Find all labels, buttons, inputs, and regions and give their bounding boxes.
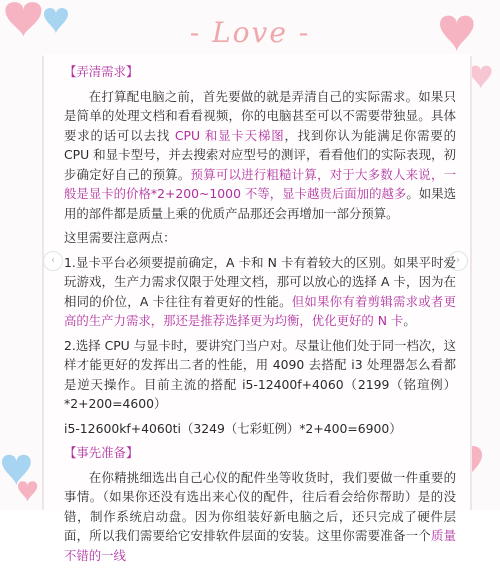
paragraph-preparation [64,468,456,566]
article-body [64,62,456,570]
text-run: 在打算配电脑之前，首先要做的就是弄清自己的实际需求。如果只是简单的处理文档和看看视频，你的电脑甚至可以不需要带独显。具体要求的话可以去找 [64,88,456,143]
section-heading-preparation: 【事先准备】 [64,445,139,460]
paragraph-point-1 [64,253,456,331]
highlight-text: 但如果你有着剪辑需求或者更高的生产力需求，那还是推荐选择更为均衡，优化更好的 N 卡 [64,293,457,328]
highlight-text: 质量不错的一线 [64,528,457,563]
section-heading-requirements: 【弄清需求】 [64,64,139,79]
chevron-left-icon: ‹ [51,255,55,266]
carousel-prev-button[interactable] [43,251,63,271]
text-run: 在你精挑细选出自己心仪的配件坐等收货时，我们要做一件重要的事情。（如果你还没有选出来心仪的配件，往后看会给你帮助）是的没错，制作系统启动盘。因为你组装好新电脑之后，还只完成了硬件层面，所以我们需要给它安排软件层面的安装。这里你需要准备一个 [64,469,456,543]
text-run: ，找到你认为能满足你需要的 CPU 和显卡型号，并去搜索对应型号的测评，看看他们的实际表现，初步确定好自己的预算。 [64,127,457,182]
text-run: 1.显卡平台必须要提前确定，A 卡和 N 卡有着较大的区别。如果平时爱玩游戏，生产力需求仅限于处理文档，那可以放心的选择 A 卡，因为在相同的价位，A 卡往往有着更好的性能。 [64,254,456,309]
highlight-text: 预算可以进行粗糙计算，对于大多数人来说，一般是显卡的价格*2+200~1000 不等，显卡越贵后面加的越多 [64,166,457,201]
paragraph-requirements [64,87,456,224]
highlight-text: CPU 和显卡天梯图 [174,127,285,143]
chevron-right-icon: › [456,255,460,266]
title-love: Love [212,16,288,49]
title-dash-right: - [298,16,311,49]
text-run: 。如果选用的部件都是质量上乘的优质产品那还会再增加一部分预算。 [64,186,457,221]
decorative-title [0,16,500,49]
paragraph-point-2: 2.选择 CPU 与显卡时，要讲究门当户对。尽量让他们处于同一档次，这样才能更好的发挥出二者的性能，用 4090 去搭配 i3 处理器怎么看都是逆天操作。目前主流的搭配 i5-12400f+4060（2199（铭瑄例）*2+200=4600） [64,337,456,411]
text-run: 。 [403,313,416,328]
paragraph-notes-intro: 这里需要注意两点： [64,230,176,245]
paragraph-combo: i5-12600kf+4060ti（3249（七彩虹例）*2+400=6900） [64,420,402,436]
title-dash-left: - [189,16,202,49]
